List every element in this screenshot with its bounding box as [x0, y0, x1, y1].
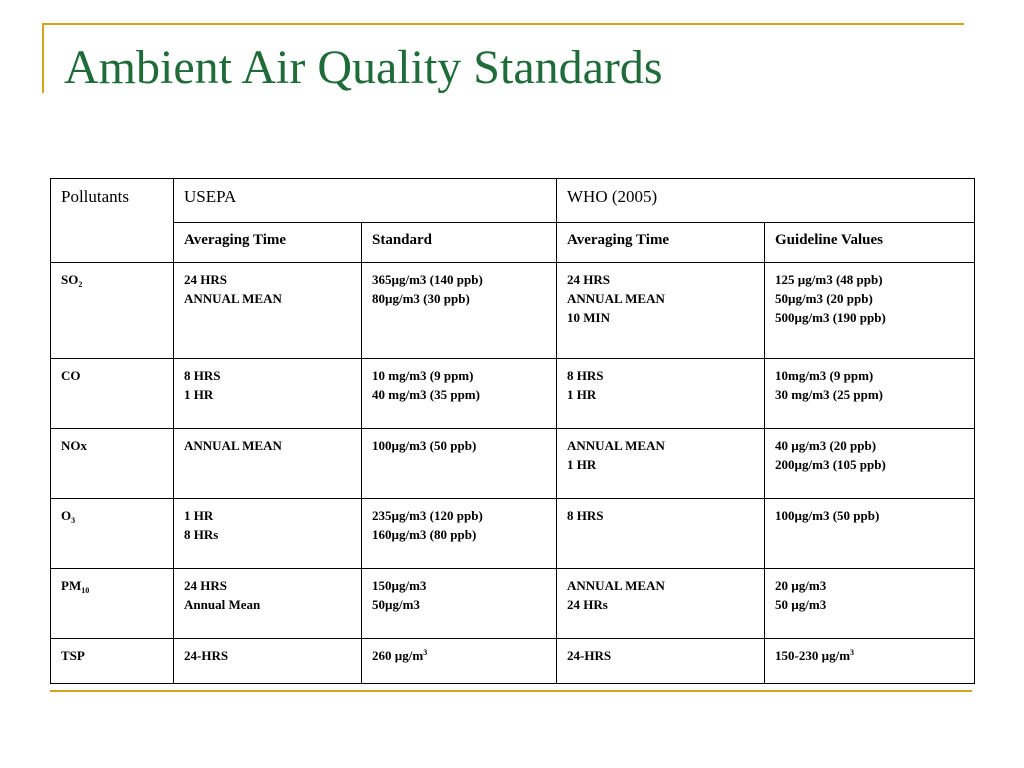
header-who-guideline-values: Guideline Values	[765, 223, 975, 263]
who-guideline-cell: 40 µg/m3 (20 ppb) 200µg/m3 (105 ppb)	[765, 429, 975, 499]
header-who-averaging-time: Averaging Time	[557, 223, 765, 263]
pollutant-cell: $PM_{10}$	[51, 569, 174, 639]
pollutant-cell: $O_3$	[51, 499, 174, 569]
usepa-averaging-cell: 24 HRS ANNUAL MEAN	[174, 263, 362, 359]
pollutant-cell: TSP	[51, 639, 174, 684]
frame-left-line	[42, 23, 44, 93]
usepa-averaging-cell: ANNUAL MEAN	[174, 429, 362, 499]
who-averaging-cell: 8 HRS 1 HR	[557, 359, 765, 429]
who-averaging-cell: 24-HRS	[557, 639, 765, 684]
header-pollutants: Pollutants	[51, 179, 174, 263]
usepa-standard-cell: 150µg/m3 50µg/m3	[362, 569, 557, 639]
header-row-sub	[51, 223, 975, 263]
header-usepa: USEPA	[174, 179, 557, 223]
usepa-averaging-cell: 24-HRS	[174, 639, 362, 684]
who-guideline-cell: 10mg/m3 (9 ppm) 30 mg/m3 (25 ppm)	[765, 359, 975, 429]
header-usepa-standard: Standard	[362, 223, 557, 263]
frame-bottom-line	[50, 690, 972, 692]
table-row	[51, 359, 975, 429]
usepa-standard-cell: 10 mg/m3 (9 ppm) 40 mg/m3 (35 ppm)	[362, 359, 557, 429]
table-row	[51, 569, 975, 639]
usepa-averaging-cell: 1 HR 8 HRs	[174, 499, 362, 569]
pollutant-cell: NOx	[51, 429, 174, 499]
who-guideline-cell: 125 µg/m3 (48 ppb) 50µg/m3 (20 ppb) 500µg/m3 (190 ppb)	[765, 263, 975, 359]
usepa-standard-cell: 260 $\mu g/m^3$	[362, 639, 557, 684]
who-averaging-cell: 8 HRS	[557, 499, 765, 569]
table-row	[51, 429, 975, 499]
usepa-averaging-cell: 8 HRS 1 HR	[174, 359, 362, 429]
usepa-standard-cell: 235µg/m3 (120 ppb) 160µg/m3 (80 ppb)	[362, 499, 557, 569]
who-averaging-cell: ANNUAL MEAN 24 HRs	[557, 569, 765, 639]
table-row	[51, 263, 975, 359]
frame-top-line	[42, 23, 964, 25]
pollutant-cell: $SO_2$	[51, 263, 174, 359]
usepa-averaging-cell: 24 HRS Annual Mean	[174, 569, 362, 639]
header-usepa-averaging-time: Averaging Time	[174, 223, 362, 263]
page-title: Ambient Air Quality Standards	[64, 41, 663, 94]
usepa-standard-cell: 100µg/m3 (50 ppb)	[362, 429, 557, 499]
who-guideline-cell: 20 µg/m3 50 µg/m3	[765, 569, 975, 639]
table-row	[51, 639, 975, 684]
usepa-standard-cell: 365µg/m3 (140 ppb) 80µg/m3 (30 ppb)	[362, 263, 557, 359]
who-averaging-cell: ANNUAL MEAN 1 HR	[557, 429, 765, 499]
who-guideline-cell: 150-230 $\mu g/m^3$	[765, 639, 975, 684]
pollutant-cell: CO	[51, 359, 174, 429]
who-averaging-cell: 24 HRS ANNUAL MEAN 10 MIN	[557, 263, 765, 359]
header-who: WHO (2005)	[557, 179, 975, 223]
table-row	[51, 499, 975, 569]
who-guideline-cell: 100µg/m3 (50 ppb)	[765, 499, 975, 569]
air-quality-table	[50, 178, 975, 684]
header-row-main	[51, 179, 975, 223]
